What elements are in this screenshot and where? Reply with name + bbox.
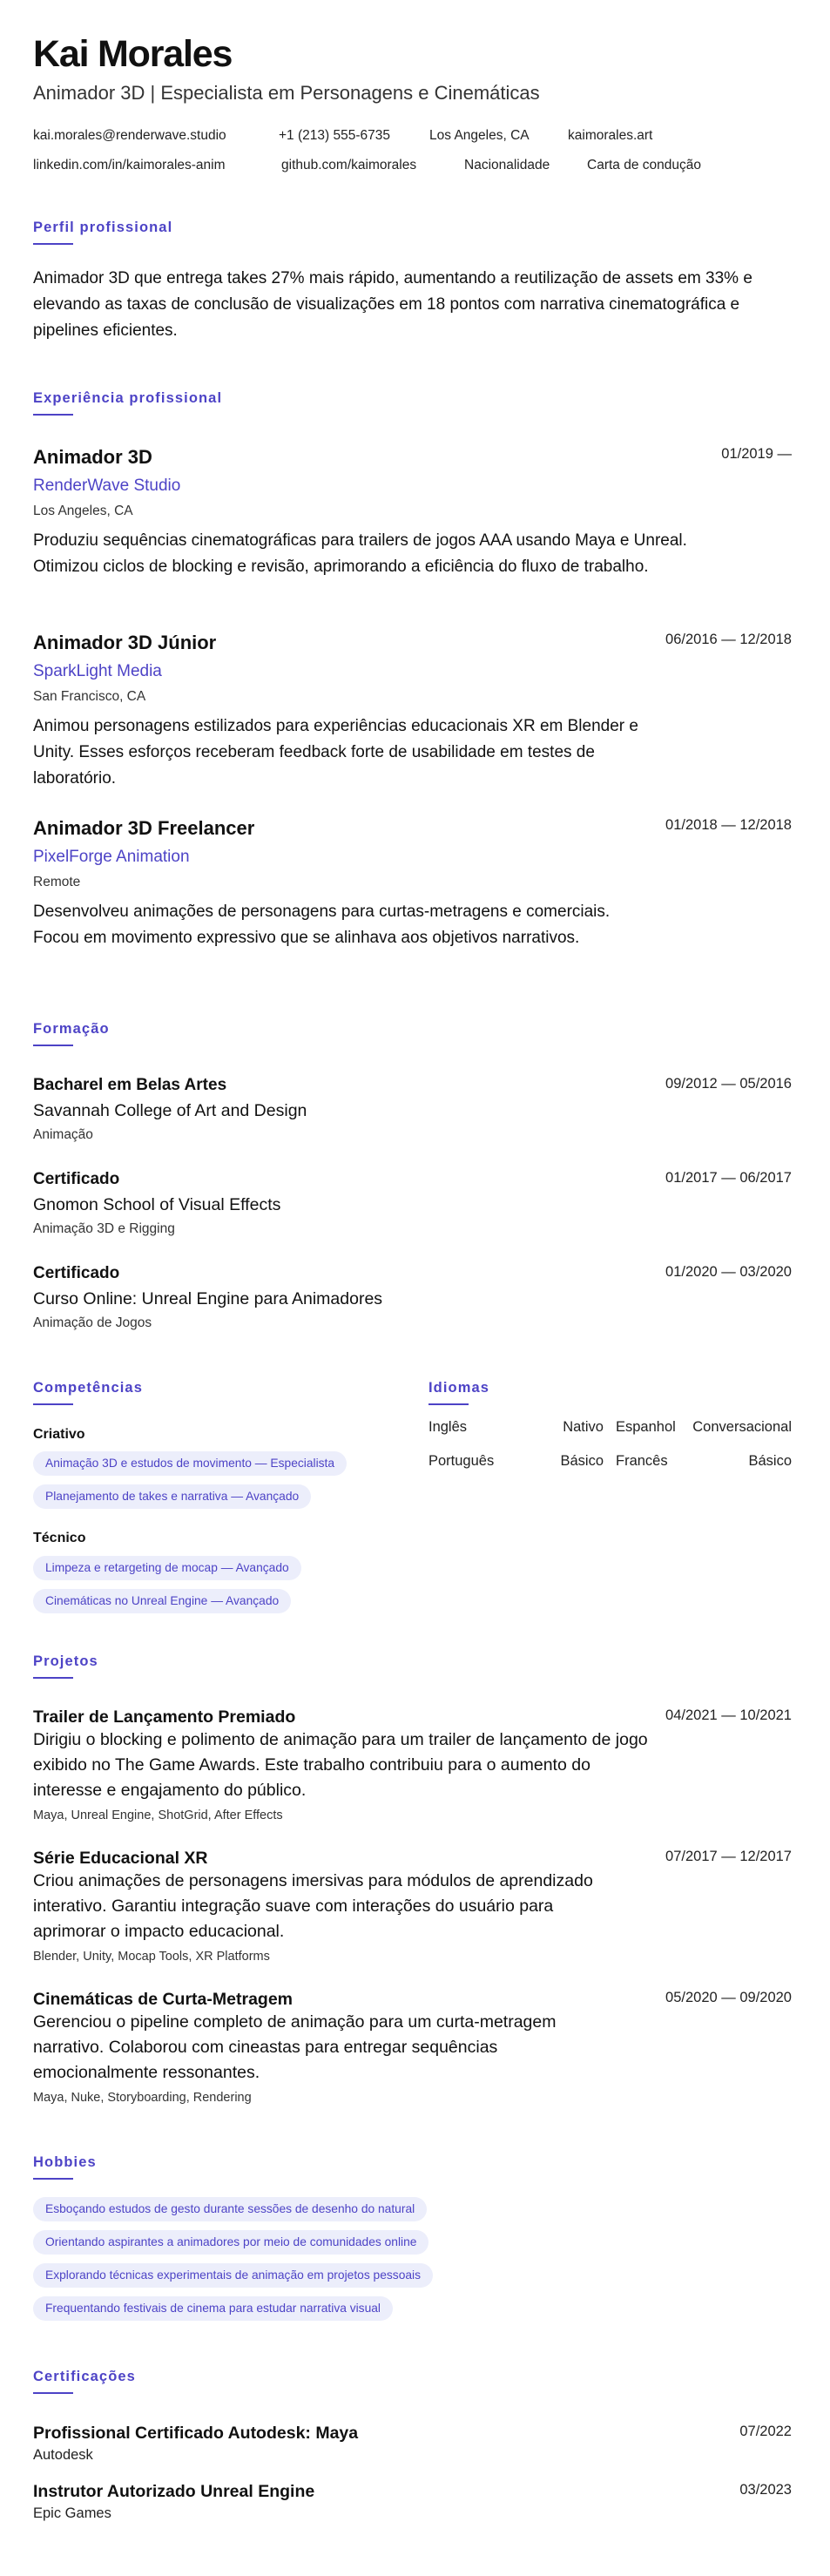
language-name: Português — [428, 1453, 495, 1469]
hobby-chip: Explorando técnicas experimentais de animação em projetos pessoais — [33, 2263, 433, 2288]
certifications-section-title: Certificações — [33, 2369, 136, 2384]
hobbies-section-title: Hobbies — [33, 2154, 97, 2170]
education-degree: Certificado — [33, 1264, 120, 1282]
contact-nationality: Nacionalidade — [464, 158, 550, 172]
language-name: Inglês — [428, 1419, 468, 1435]
contact-github[interactable]: github.com/kaimorales — [281, 158, 417, 172]
job-company: PixelForge Animation — [33, 848, 190, 866]
profile-summary: Animador 3D que entrega takes 27% mais rápido, aumentando a reutilização de assets em 33% e elevando as taxas de conclusão de visualizações em 18 pontos com narrativa cinematográfica e pipelines eficientes. — [33, 269, 752, 340]
language-name: Espanhol — [616, 1419, 676, 1435]
profile-section-title: Perfil profissional — [33, 220, 173, 235]
contact-email[interactable]: kai.morales@renderwave.studio — [33, 128, 226, 143]
language-name: Francês — [616, 1453, 668, 1469]
education-dates: 09/2012 — 05/2016 — [665, 1076, 792, 1092]
job-company: RenderWave Studio — [33, 477, 181, 495]
certification-date: 07/2022 — [739, 2424, 792, 2439]
job-location: San Francisco, CA — [33, 689, 146, 704]
job-title: Animador 3D Freelancer — [33, 817, 255, 839]
languages-section-title: Idiomas — [428, 1380, 490, 1396]
certification-issuer: Autodesk — [33, 2447, 93, 2463]
job-location: Remote — [33, 875, 81, 889]
candidate-headline: Animador 3D | Especialista em Personagens e Cinemáticas — [33, 82, 540, 104]
language-level: Básico — [748, 1453, 792, 1469]
job-description: Animou personagens estilizados para experiências educacionais XR em Blender e Unity. Esses esforços receberam feedback forte de usabilidade em testes de laboratório. — [33, 717, 638, 788]
language-level: Conversacional — [692, 1419, 792, 1435]
job-location: Los Angeles, CA — [33, 504, 133, 518]
languages-section-rule — [428, 1403, 469, 1405]
project-title: Série Educacional XR — [33, 1849, 208, 1868]
contact-location: Los Angeles, CA — [429, 128, 530, 143]
skills-section-title: Competências — [33, 1380, 143, 1396]
education-field: Animação — [33, 1127, 93, 1142]
job-dates: 06/2016 — 12/2018 — [665, 632, 792, 647]
education-school: Gnomon School of Visual Effects — [33, 1195, 281, 1214]
project-dates: 07/2017 — 12/2017 — [665, 1849, 792, 1864]
education-section-rule — [33, 1045, 73, 1046]
education-field: Animação de Jogos — [33, 1315, 152, 1330]
education-school: Curso Online: Unreal Engine para Animadores — [33, 1289, 383, 1308]
project-title: Trailer de Lançamento Premiado — [33, 1707, 296, 1727]
education-dates: 01/2020 — 03/2020 — [665, 1264, 792, 1280]
education-dates: 01/2017 — 06/2017 — [665, 1170, 792, 1186]
project-tools: Maya, Unreal Engine, ShotGrid, After Effects — [33, 1809, 283, 1822]
skill-group-title: Criativo — [33, 1427, 85, 1442]
skill-group-title: Técnico — [33, 1531, 86, 1545]
education-degree: Bacharel em Belas Artes — [33, 1076, 227, 1094]
candidate-name: Kai Morales — [33, 33, 233, 75]
language-level: Básico — [560, 1453, 604, 1469]
hobbies-section-rule — [33, 2178, 73, 2180]
experience-section-rule — [33, 414, 73, 416]
skill-chip: Limpeza e retargeting de mocap — Avançado — [33, 1556, 301, 1580]
project-dates: 05/2020 — 09/2020 — [665, 1990, 792, 2005]
project-tools: Blender, Unity, Mocap Tools, XR Platforms — [33, 1950, 270, 1964]
job-company: SparkLight Media — [33, 662, 162, 680]
education-degree: Certificado — [33, 1170, 120, 1188]
contact-driving-license: Carta de condução — [587, 158, 701, 172]
certification-title: Profissional Certificado Autodesk: Maya — [33, 2424, 359, 2443]
job-dates: 01/2018 — 12/2018 — [665, 817, 792, 833]
skill-chip: Planejamento de takes e narrativa — Avançado — [33, 1484, 311, 1509]
project-dates: 04/2021 — 10/2021 — [665, 1707, 792, 1723]
project-description: Criou animações de personagens imersivas para módulos de aprendizado interativo. Garantiu integração suave com interações do usuário para aprimorar o impacto educacional. — [33, 1871, 593, 1941]
skill-chip: Animação 3D e estudos de movimento — Especialista — [33, 1451, 347, 1476]
certification-date: 03/2023 — [739, 2482, 792, 2498]
hobby-chip: Esboçando estudos de gesto durante sessões de desenho do natural — [33, 2197, 427, 2221]
contact-phone[interactable]: +1 (213) 555-6735 — [279, 128, 390, 143]
skills-section-rule — [33, 1403, 73, 1405]
hobby-chip: Frequentando festivais de cinema para estudar narrativa visual — [33, 2296, 393, 2321]
contact-linkedin[interactable]: linkedin.com/in/kaimorales-anim — [33, 158, 226, 172]
profile-section-rule — [33, 243, 73, 245]
job-description: Desenvolveu animações de personagens para curtas-metragens e comerciais. Focou em movimento expressivo que se alinhava aos objetivos narrativos. — [33, 903, 611, 947]
job-description: Produziu sequências cinematográficas para trailers de jogos AAA usando Maya e Unreal. Otimizou ciclos de blocking e revisão, aprimorando a eficiência do fluxo de trabalho. — [33, 531, 687, 576]
education-section-title: Formação — [33, 1021, 110, 1037]
skill-chip: Cinemáticas no Unreal Engine — Avançado — [33, 1589, 291, 1613]
education-school: Savannah College of Art and Design — [33, 1101, 307, 1120]
language-level: Nativo — [563, 1419, 604, 1435]
job-title: Animador 3D Júnior — [33, 632, 217, 653]
hobby-chip: Orientando aspirantes a animadores por meio de comunidades online — [33, 2230, 428, 2255]
certification-issuer: Epic Games — [33, 2505, 111, 2521]
certifications-section-rule — [33, 2392, 73, 2394]
projects-section-title: Projetos — [33, 1653, 98, 1669]
certification-title: Instrutor Autorizado Unreal Engine — [33, 2482, 315, 2501]
project-title: Cinemáticas de Curta-Metragem — [33, 1990, 294, 2009]
education-field: Animação 3D e Rigging — [33, 1221, 175, 1236]
job-title: Animador 3D — [33, 446, 152, 468]
projects-section-rule — [33, 1677, 73, 1679]
project-description: Dirigiu o blocking e polimento de animação para um trailer de lançamento de jogo exibido no The Game Awards. Este trabalho contribuiu para o aumento do interesse e engajamento do público. — [33, 1730, 648, 1800]
project-tools: Maya, Nuke, Storyboarding, Rendering — [33, 2091, 252, 2105]
project-description: Gerenciou o pipeline completo de animação para um curta-metragem narrativo. Colaborou com cineastas para entregar sequências emocionalmente ressonantes. — [33, 2012, 557, 2082]
job-dates: 01/2019 — — [721, 446, 792, 462]
contact-website[interactable]: kaimorales.art — [568, 128, 653, 143]
experience-section-title: Experiência profissional — [33, 390, 223, 406]
